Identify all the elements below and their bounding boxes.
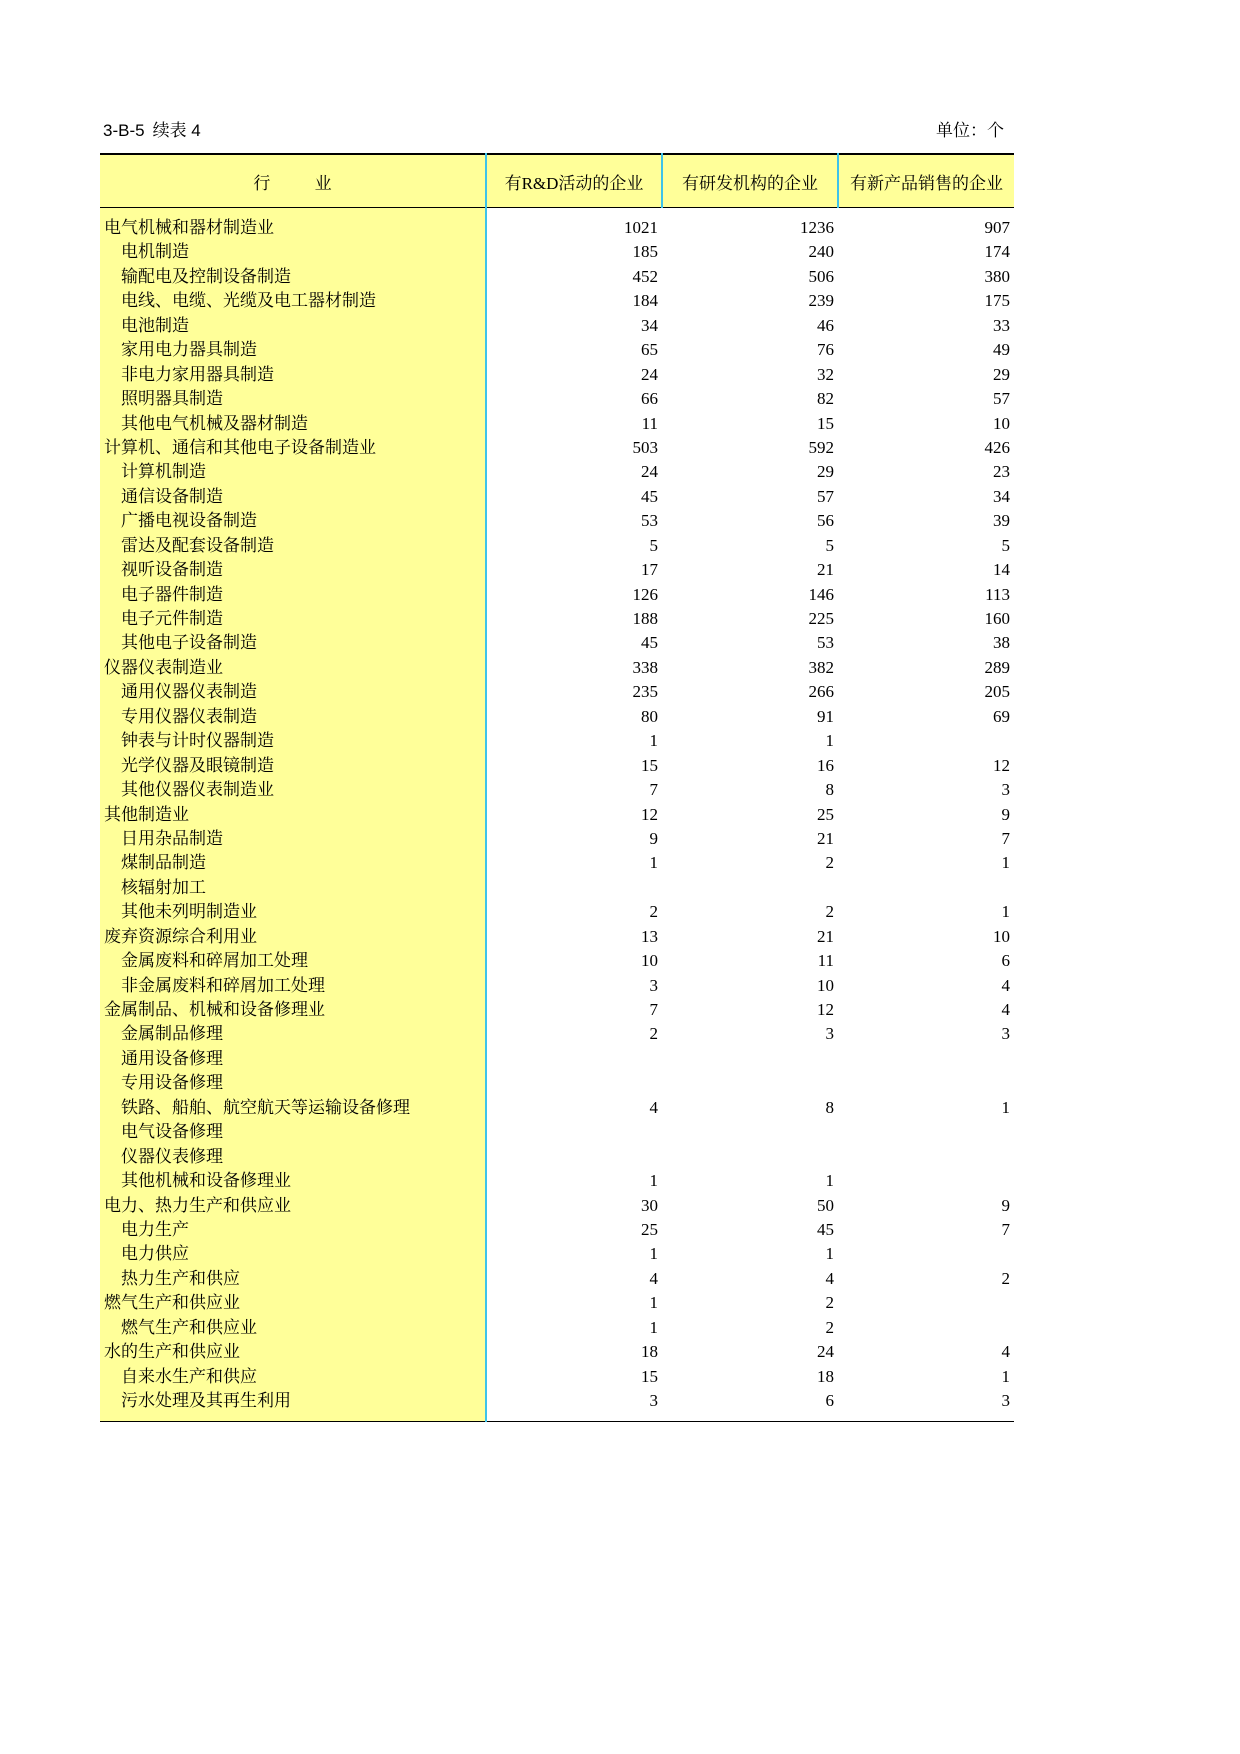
unit-label: 单位：个: [936, 121, 1004, 140]
new-product-sales-count-cell: 14: [993, 560, 1010, 580]
new-product-sales-count-cell: 38: [993, 633, 1010, 653]
rd-activity-count-cell: 1021: [624, 218, 658, 237]
industry-cell: 照明器具制造: [100, 387, 486, 411]
category-row: [100, 925, 1014, 949]
industry-cell: 电力供应: [100, 1242, 486, 1266]
rd-institution-count-cell: [662, 1047, 838, 1071]
rd-institution-count-cell: 76: [817, 340, 834, 360]
rd-activity-count-cell: [486, 1120, 662, 1144]
subcategory-row: [100, 851, 1014, 875]
subcategory-row: [100, 1120, 1014, 1144]
category-row: [100, 803, 1014, 827]
new-product-sales-count-cell: 49: [993, 340, 1010, 360]
column-header-new-product-sales: 有新产品销售的企业: [838, 154, 1014, 208]
rd-activity-count-cell: 188: [632, 609, 658, 628]
padding-cell: [486, 1413, 1014, 1422]
rd-institution-count-cell: 1: [825, 1244, 834, 1264]
new-product-sales-count-cell: [838, 729, 1014, 753]
industry-cell: 通信设备制造: [100, 485, 486, 509]
subcategory-row: [100, 1242, 1014, 1266]
subcategory-row: [100, 1145, 1014, 1169]
industry-cell: 日用杂品制造: [100, 827, 486, 851]
subcategory-row: [100, 778, 1014, 802]
rd-activity-count-cell: 4: [649, 1097, 658, 1117]
industry-cell: 铁路、船舶、航空航天等运输设备修理: [100, 1096, 486, 1120]
new-product-sales-count-cell: 34: [993, 486, 1010, 506]
rd-institution-count-cell: 1236: [800, 218, 834, 237]
rd-activity-count-cell: 65: [641, 340, 658, 360]
subcategory-row: [100, 827, 1014, 851]
industry-cell: 仪器仪表修理: [100, 1145, 486, 1169]
subcategory-row: [100, 485, 1014, 509]
rd-institution-count-cell: 225: [808, 609, 834, 628]
rd-institution-count-cell: 32: [817, 364, 834, 384]
rd-institution-count-cell: 45: [817, 1219, 834, 1239]
industry-cell: 电力生产: [100, 1218, 486, 1242]
industry-cell: 雷达及配套设备制造: [100, 534, 486, 558]
industry-cell: 专用设备修理: [100, 1071, 486, 1095]
industry-cell: 金属制品修理: [100, 1022, 486, 1046]
subcategory-row: [100, 460, 1014, 484]
rd-activity-count-cell: 15: [641, 755, 658, 775]
industry-cell: 电子元件制造: [100, 607, 486, 631]
industry-cell: 钟表与计时仪器制造: [100, 729, 486, 753]
table-body: [100, 208, 1014, 1422]
new-product-sales-count-cell: 907: [984, 218, 1010, 237]
rd-activity-count-cell: 45: [641, 633, 658, 653]
rd-institution-count-cell: [662, 1071, 838, 1095]
new-product-sales-count-cell: 39: [993, 511, 1010, 531]
rd-institution-count-cell: 16: [817, 755, 834, 775]
rd-institution-count-cell: 8: [825, 1097, 834, 1117]
new-product-sales-count-cell: 5: [1001, 535, 1010, 555]
rd-activity-count-cell: 53: [641, 511, 658, 531]
subcategory-row: [100, 534, 1014, 558]
industry-cell: 广播电视设备制造: [100, 509, 486, 533]
subcategory-row: [100, 509, 1014, 533]
padding-cell: [100, 1413, 486, 1422]
rd-activity-count-cell: 7: [649, 780, 658, 800]
industry-cell: 电子器件制造: [100, 583, 486, 607]
industry-cell: 非金属废料和碎屑加工处理: [100, 974, 486, 998]
rd-institution-count-cell: 1: [825, 1171, 834, 1191]
industry-cell: 电气设备修理: [100, 1120, 486, 1144]
rd-institution-count-cell: 46: [817, 315, 834, 335]
subcategory-row: [100, 289, 1014, 313]
industry-cell: 电线、电缆、光缆及电工器材制造: [100, 289, 486, 313]
subcategory-row: [100, 949, 1014, 973]
industry-cell: 通用仪器仪表制造: [100, 680, 486, 704]
rd-institution-count-cell: 11: [817, 951, 834, 971]
subcategory-row: [100, 1218, 1014, 1242]
subcategory-row: [100, 558, 1014, 582]
rd-activity-count-cell: 1: [649, 1244, 658, 1264]
new-product-sales-count-cell: 9: [1001, 804, 1010, 824]
new-product-sales-count-cell: 23: [993, 462, 1010, 482]
rd-institution-count-cell: 21: [817, 828, 834, 848]
subcategory-row: [100, 387, 1014, 411]
rd-institution-count-cell: 6: [825, 1391, 834, 1410]
new-product-sales-count-cell: [838, 1242, 1014, 1266]
rd-activity-count-cell: 4: [649, 1268, 658, 1288]
rd-institution-count-cell: [662, 876, 838, 900]
industry-cell: 其他制造业: [100, 803, 486, 827]
new-product-sales-count-cell: 3: [1001, 1024, 1010, 1044]
subcategory-row: [100, 680, 1014, 704]
industry-cell: 仪器仪表制造业: [100, 656, 486, 680]
industry-cell: 通用设备修理: [100, 1047, 486, 1071]
rd-activity-count-cell: 2: [649, 902, 658, 922]
rd-activity-count-cell: 235: [632, 682, 658, 702]
rd-institution-count-cell: 57: [817, 486, 834, 506]
rd-activity-count-cell: 30: [641, 1195, 658, 1215]
new-product-sales-count-cell: 1: [1001, 902, 1010, 922]
rd-activity-count-cell: 1: [649, 1171, 658, 1191]
industry-cell: 电池制造: [100, 314, 486, 338]
new-product-sales-count-cell: 4: [1001, 1342, 1010, 1362]
rd-institution-count-cell: 266: [808, 682, 834, 702]
rd-activity-count-cell: 1: [649, 1293, 658, 1313]
rd-institution-count-cell: 3: [825, 1024, 834, 1044]
industry-cell: 水的生产和供应业: [100, 1340, 486, 1364]
rd-activity-count-cell: 184: [632, 291, 658, 311]
new-product-sales-count-cell: 1: [1001, 853, 1010, 873]
rd-institution-count-cell: 239: [808, 291, 834, 311]
rd-institution-count-cell: 12: [817, 1000, 834, 1019]
new-product-sales-count-cell: 174: [984, 242, 1010, 262]
table-top-padding: [100, 208, 1014, 217]
rd-activity-count-cell: 1: [649, 853, 658, 873]
industry-cell: 家用电力器具制造: [100, 338, 486, 362]
rd-activity-count-cell: 2: [649, 1024, 658, 1044]
rd-institution-count-cell: 2: [825, 853, 834, 873]
column-header-rd-institution: 有研发机构的企业: [662, 154, 838, 208]
category-row: [100, 1340, 1014, 1364]
new-product-sales-count-cell: [838, 1120, 1014, 1144]
rd-activity-count-cell: 452: [632, 266, 658, 286]
industry-cell: 电力、热力生产和供应业: [100, 1194, 486, 1218]
rd-activity-count-cell: 66: [641, 389, 658, 409]
industry-cell: 燃气生产和供应业: [100, 1316, 486, 1340]
new-product-sales-count-cell: [838, 1291, 1014, 1315]
industry-cell: 其他电气机械及器材制造: [100, 412, 486, 436]
new-product-sales-count-cell: [838, 1316, 1014, 1340]
subcategory-row: [100, 754, 1014, 778]
industry-cell: 非电力家用器具制造: [100, 363, 486, 387]
new-product-sales-count-cell: 3: [1001, 780, 1010, 800]
category-row: [100, 1291, 1014, 1315]
rd-institution-count-cell: 4: [825, 1268, 834, 1288]
new-product-sales-count-cell: 289: [984, 657, 1010, 677]
rd-institution-count-cell: 1: [825, 731, 834, 751]
subcategory-row: [100, 363, 1014, 387]
new-product-sales-count-cell: [838, 1047, 1014, 1071]
rd-institution-count-cell: 2: [825, 902, 834, 922]
new-product-sales-count-cell: 12: [993, 755, 1010, 775]
rd-activity-count-cell: 24: [641, 462, 658, 482]
subcategory-row: [100, 1071, 1014, 1095]
new-product-sales-count-cell: 1: [1001, 1097, 1010, 1117]
new-product-sales-count-cell: 160: [984, 609, 1010, 628]
table-title: [103, 120, 201, 142]
rd-activity-count-cell: 503: [632, 437, 658, 457]
subcategory-row: [100, 314, 1014, 338]
industry-cell: 其他未列明制造业: [100, 900, 486, 924]
rd-activity-count-cell: [486, 1071, 662, 1095]
new-product-sales-count-cell: [838, 1071, 1014, 1095]
new-product-sales-count-cell: [838, 1169, 1014, 1193]
rd-activity-count-cell: 126: [632, 584, 658, 604]
rd-activity-count-cell: 5: [649, 535, 658, 555]
subcategory-row: [100, 412, 1014, 436]
rd-institution-count-cell: 18: [817, 1366, 834, 1386]
rd-activity-count-cell: 12: [641, 804, 658, 824]
rd-institution-count-cell: 5: [825, 535, 834, 555]
subcategory-row: [100, 607, 1014, 631]
industry-cell: 计算机制造: [100, 460, 486, 484]
new-product-sales-count-cell: 426: [984, 437, 1010, 457]
industry-cell: 专用仪器仪表制造: [100, 705, 486, 729]
rd-activity-count-cell: [486, 1047, 662, 1071]
industry-cell: 自来水生产和供应: [100, 1365, 486, 1389]
subcategory-row: [100, 1389, 1014, 1413]
new-product-sales-count-cell: 9: [1001, 1195, 1010, 1215]
padding-cell: [486, 208, 1014, 217]
new-product-sales-count-cell: 33: [993, 315, 1010, 335]
rd-activity-count-cell: 9: [649, 828, 658, 848]
subcategory-row: [100, 1096, 1014, 1120]
rd-institution-count-cell: 146: [808, 584, 834, 604]
rd-institution-count-cell: 91: [817, 706, 834, 726]
rd-activity-count-cell: 24: [641, 364, 658, 384]
rd-institution-count-cell: 24: [817, 1342, 834, 1362]
table-number: 3-B-5: [103, 121, 145, 140]
rd-activity-count-cell: 3: [649, 1391, 658, 1410]
rd-institution-count-cell: 10: [817, 975, 834, 995]
industry-cell: 其他仪器仪表制造业: [100, 778, 486, 802]
subcategory-row: [100, 900, 1014, 924]
table-continuation-label: 续表 4: [152, 121, 201, 140]
category-row: [100, 216, 1014, 240]
rd-institution-count-cell: 50: [817, 1195, 834, 1215]
rd-activity-count-cell: 185: [632, 242, 658, 262]
new-product-sales-count-cell: 175: [984, 291, 1010, 311]
subcategory-row: [100, 1022, 1014, 1046]
new-product-sales-count-cell: [838, 876, 1014, 900]
new-product-sales-count-cell: 69: [993, 706, 1010, 726]
industry-cell: 电机制造: [100, 240, 486, 264]
rd-activity-count-cell: 11: [641, 413, 658, 433]
industry-cell: 其他电子设备制造: [100, 631, 486, 655]
statistics-table: [100, 153, 1014, 1422]
rd-institution-count-cell: 506: [808, 266, 834, 286]
industry-cell: 污水处理及其再生利用: [100, 1389, 486, 1413]
rd-activity-count-cell: [486, 876, 662, 900]
rd-institution-count-cell: [662, 1120, 838, 1144]
industry-cell: 其他机械和设备修理业: [100, 1169, 486, 1193]
rd-activity-count-cell: 338: [632, 657, 658, 677]
table-header: [100, 154, 1014, 208]
category-row: [100, 1194, 1014, 1218]
new-product-sales-count-cell: 2: [1001, 1268, 1010, 1288]
industry-cell: 金属废料和碎屑加工处理: [100, 949, 486, 973]
rd-activity-count-cell: 15: [641, 1366, 658, 1386]
rd-activity-count-cell: 1: [649, 1317, 658, 1337]
rd-activity-count-cell: 7: [649, 1000, 658, 1019]
new-product-sales-count-cell: 57: [993, 389, 1010, 409]
rd-institution-count-cell: 2: [825, 1317, 834, 1337]
industry-cell: 金属制品、机械和设备修理业: [100, 998, 486, 1022]
new-product-sales-count-cell: 6: [1001, 951, 1010, 971]
subcategory-row: [100, 583, 1014, 607]
industry-cell: 煤制品制造: [100, 851, 486, 875]
industry-cell: 燃气生产和供应业: [100, 1291, 486, 1315]
rd-activity-count-cell: [486, 1145, 662, 1169]
subcategory-row: [100, 338, 1014, 362]
rd-institution-count-cell: 21: [817, 926, 834, 946]
industry-cell: 光学仪器及眼镜制造: [100, 754, 486, 778]
industry-cell: 核辐射加工: [100, 876, 486, 900]
category-row: [100, 436, 1014, 460]
industry-cell: 视听设备制造: [100, 558, 486, 582]
rd-institution-count-cell: 8: [825, 780, 834, 800]
column-header-industry: 行 业: [100, 154, 486, 208]
industry-cell: 计算机、通信和其他电子设备制造业: [100, 436, 486, 460]
subcategory-row: [100, 974, 1014, 998]
subcategory-row: [100, 265, 1014, 289]
rd-institution-count-cell: 82: [817, 389, 834, 409]
rd-institution-count-cell: 15: [817, 413, 834, 433]
category-row: [100, 998, 1014, 1022]
rd-activity-count-cell: 18: [641, 1342, 658, 1362]
rd-activity-count-cell: 80: [641, 706, 658, 726]
subcategory-row: [100, 705, 1014, 729]
table-bottom-padding: [100, 1413, 1014, 1422]
subcategory-row: [100, 876, 1014, 900]
new-product-sales-count-cell: 10: [993, 413, 1010, 433]
rd-activity-count-cell: 10: [641, 951, 658, 971]
rd-institution-count-cell: 25: [817, 804, 834, 824]
industry-cell: 废弃资源综合利用业: [100, 925, 486, 949]
new-product-sales-count-cell: 4: [1001, 1000, 1010, 1019]
subcategory-row: [100, 1047, 1014, 1071]
header-row: [100, 154, 1014, 208]
subcategory-row: [100, 729, 1014, 753]
new-product-sales-count-cell: 10: [993, 926, 1010, 946]
rd-institution-count-cell: 21: [817, 560, 834, 580]
subcategory-row: [100, 1267, 1014, 1291]
new-product-sales-count-cell: [838, 1145, 1014, 1169]
new-product-sales-count-cell: 205: [984, 682, 1010, 702]
industry-cell: 电气机械和器材制造业: [100, 216, 486, 240]
rd-activity-count-cell: 34: [641, 315, 658, 335]
rd-institution-count-cell: 53: [817, 633, 834, 653]
rd-institution-count-cell: 592: [808, 437, 834, 457]
subcategory-row: [100, 1316, 1014, 1340]
rd-institution-count-cell: 382: [808, 657, 834, 677]
rd-institution-count-cell: 56: [817, 511, 834, 531]
industry-cell: 输配电及控制设备制造: [100, 265, 486, 289]
rd-activity-count-cell: 45: [641, 486, 658, 506]
subcategory-row: [100, 1169, 1014, 1193]
rd-activity-count-cell: 17: [641, 560, 658, 580]
industry-cell: 热力生产和供应: [100, 1267, 486, 1291]
rd-institution-count-cell: 240: [808, 242, 834, 262]
new-product-sales-count-cell: 7: [1001, 1219, 1010, 1239]
rd-institution-count-cell: 2: [825, 1293, 834, 1313]
new-product-sales-count-cell: 113: [985, 584, 1010, 604]
rd-institution-count-cell: 29: [817, 462, 834, 482]
new-product-sales-count-cell: 3: [1001, 1391, 1010, 1410]
rd-activity-count-cell: 25: [641, 1219, 658, 1239]
category-row: [100, 656, 1014, 680]
rd-activity-count-cell: 13: [641, 926, 658, 946]
new-product-sales-count-cell: 4: [1001, 975, 1010, 995]
column-header-rd-activity: 有R&D活动的企业: [486, 154, 662, 208]
padding-cell: [100, 208, 486, 217]
new-product-sales-count-cell: 380: [984, 266, 1010, 286]
subcategory-row: [100, 240, 1014, 264]
subcategory-row: [100, 1365, 1014, 1389]
subcategory-row: [100, 631, 1014, 655]
new-product-sales-count-cell: 1: [1001, 1366, 1010, 1386]
new-product-sales-count-cell: 7: [1001, 828, 1010, 848]
rd-institution-count-cell: [662, 1145, 838, 1169]
new-product-sales-count-cell: 29: [993, 364, 1010, 384]
rd-activity-count-cell: 1: [649, 731, 658, 751]
rd-activity-count-cell: 3: [649, 975, 658, 995]
